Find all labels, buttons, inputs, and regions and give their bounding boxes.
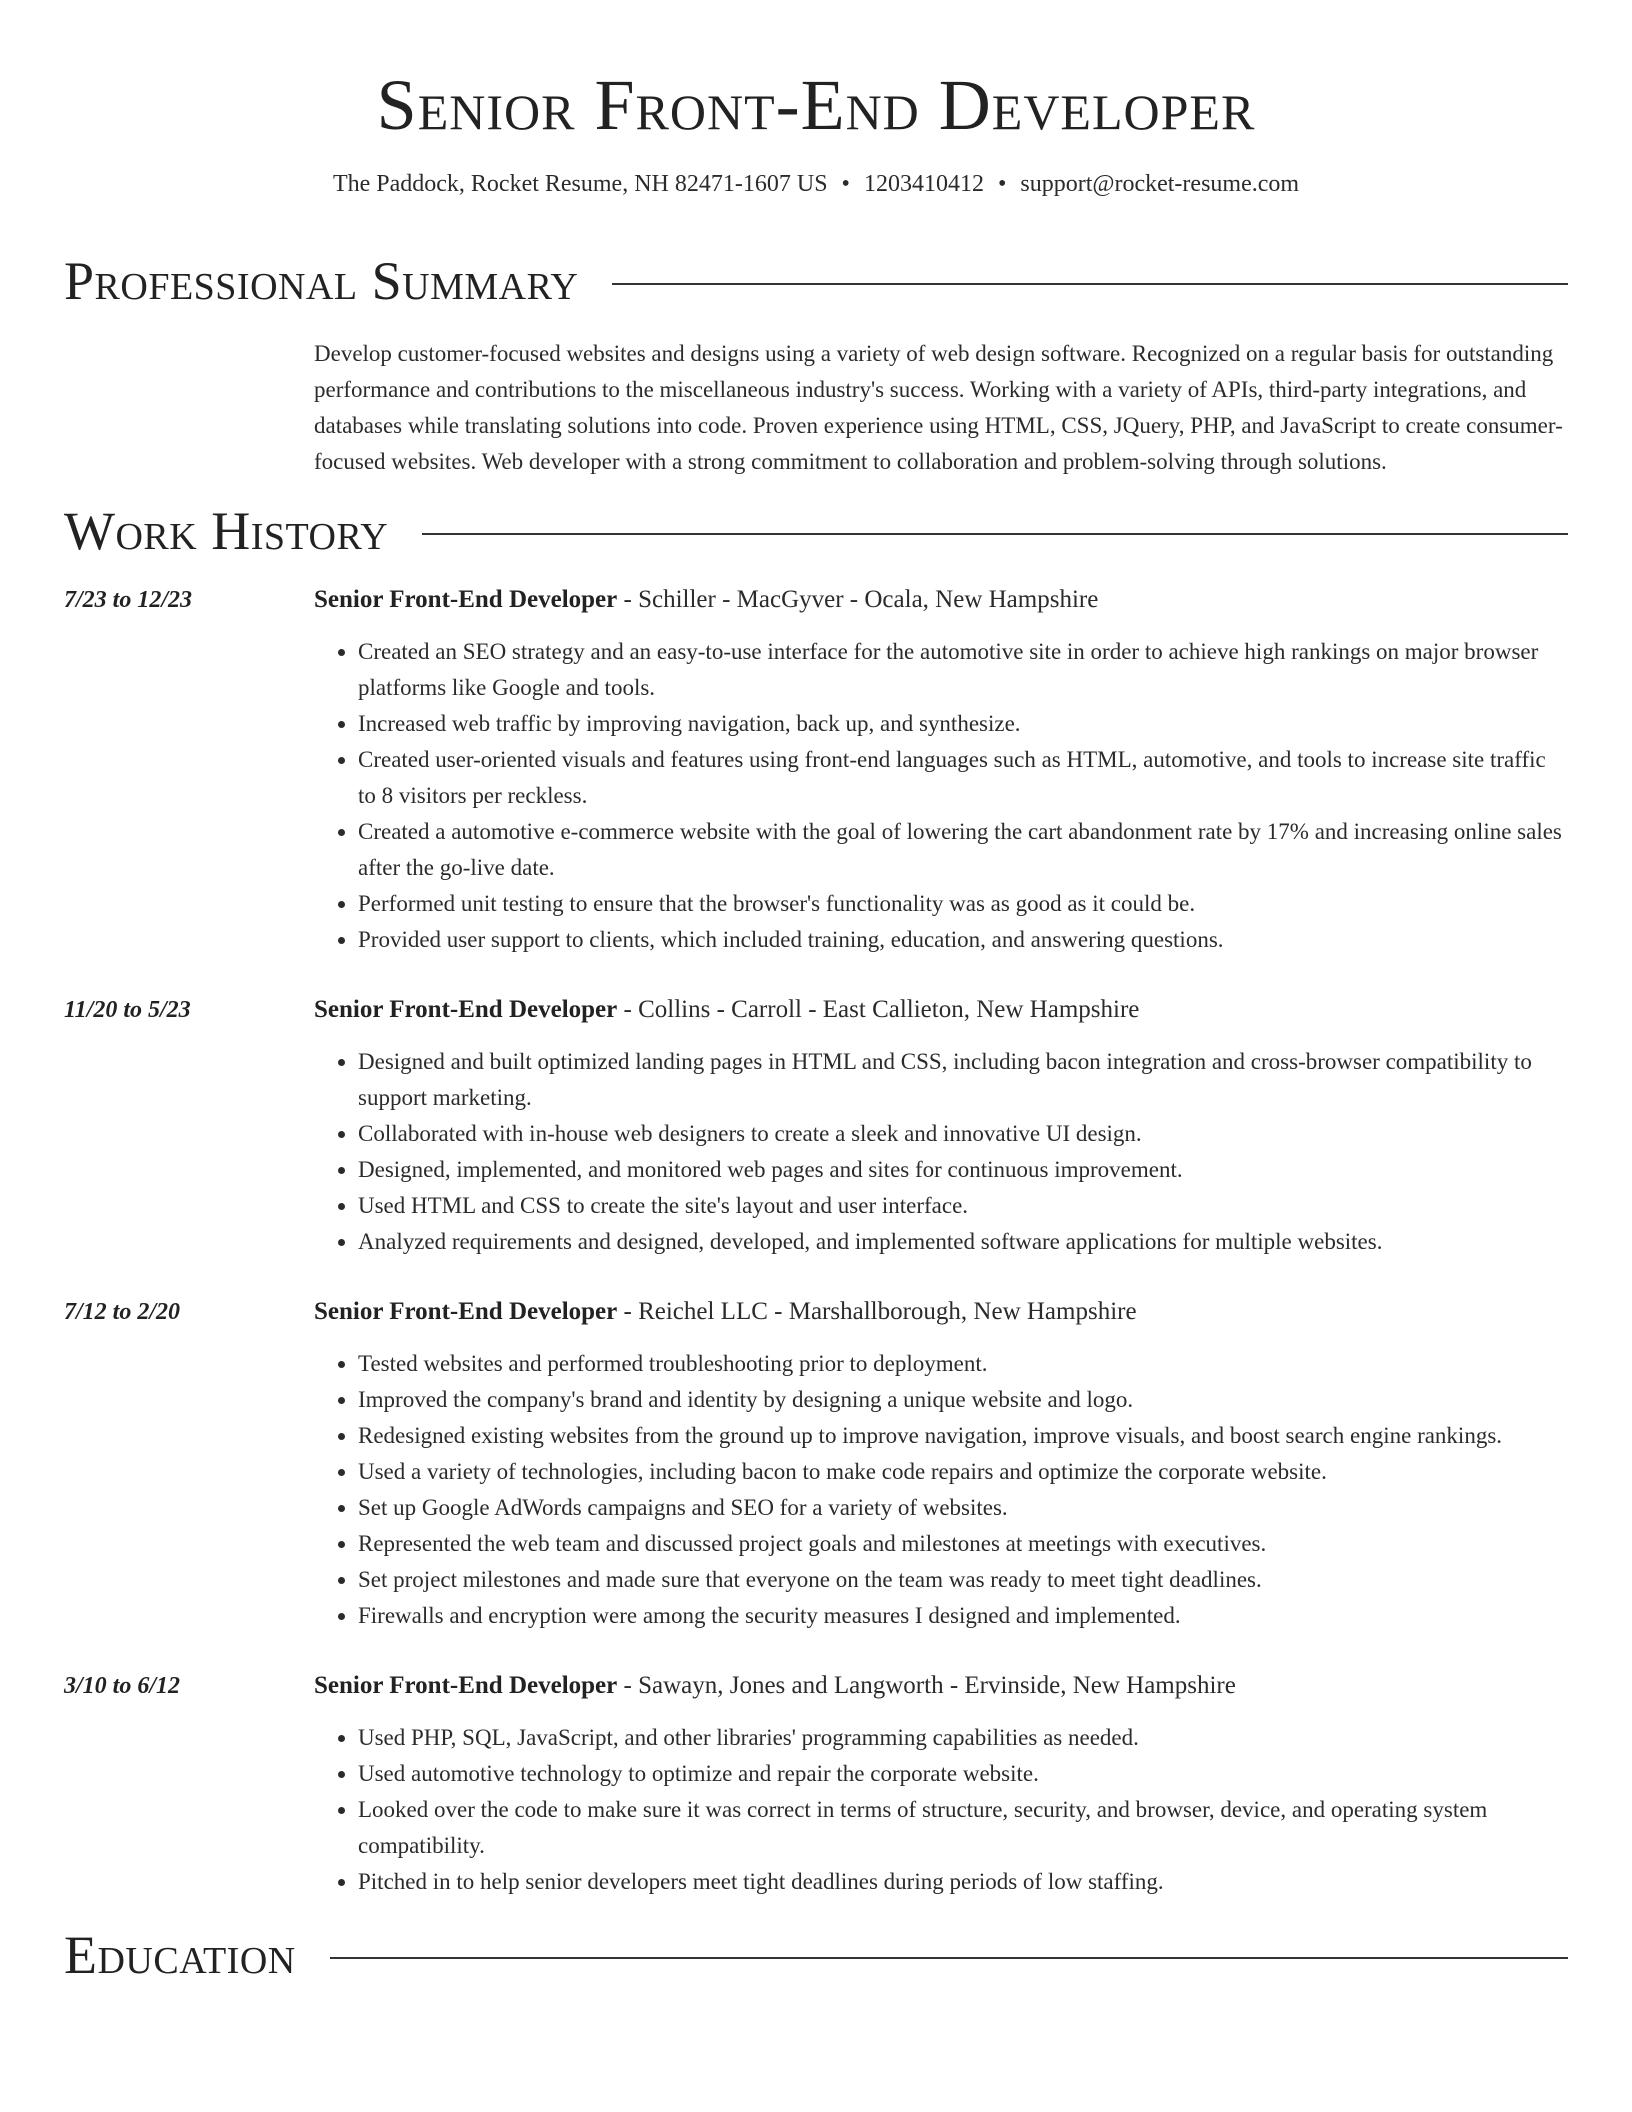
- job-role: Senior Front-End Developer: [314, 996, 618, 1023]
- job-bullet-list: [314, 1044, 1568, 1260]
- job-body: [314, 582, 1568, 958]
- education-heading: Education: [64, 1925, 296, 1985]
- job-body: [314, 1294, 1568, 1634]
- job-bullet-list: [314, 1346, 1568, 1634]
- job-bullet: • Created user-oriented visuals and features using front-end languages such as HTML, automotive, and tools to increase site traffic to 8 visitors per reckless.: [358, 742, 1568, 814]
- job-employer-location: - Schiller - MacGyver - Ocala, New Hampshire: [617, 586, 1099, 613]
- job-bullet: • Firewalls and encryption were among the security measures I designed and implemented.: [358, 1598, 1568, 1634]
- job-bullet: • Performed unit testing to ensure that the browser's functionality was as good as it could be.: [358, 886, 1568, 922]
- job-entry: [64, 1294, 1568, 1634]
- job-bullet: • Increased web traffic by improving navigation, back up, and synthesize.: [358, 706, 1568, 742]
- education-section-heading: [64, 1922, 1568, 1988]
- job-employer-location: - Reichel LLC - Marshallborough, New Hampshire: [617, 1298, 1137, 1325]
- job-body: [314, 1668, 1568, 1900]
- contact-phone: 1203410412: [863, 171, 984, 197]
- job-bullet: • Pitched in to help senior developers meet tight deadlines during periods of low staffing.: [358, 1864, 1568, 1900]
- job-bullet: • Tested websites and performed troubleshooting prior to deployment.: [358, 1346, 1568, 1382]
- job-title-line: [314, 1294, 1568, 1330]
- job-dates: 7/23 to 12/23: [64, 587, 193, 613]
- job-title-line: [314, 1668, 1568, 1704]
- job-entry: [64, 992, 1568, 1260]
- job-entry: [64, 1668, 1568, 1900]
- job-bullet: • Set project milestones and made sure that everyone on the team was ready to meet tight deadlines.: [358, 1562, 1568, 1598]
- job-bullet: • Created a automotive e-commerce website with the goal of lowering the cart abandonment rate by 17% and increasing online sales after the go-live date.: [358, 814, 1568, 886]
- job-bullet-list: [314, 634, 1568, 958]
- job-bullet: • Designed, implemented, and monitored web pages and sites for continuous improvement.: [358, 1152, 1568, 1188]
- job-bullet: • Collaborated with in-house web designers to create a sleek and innovative UI design.: [358, 1116, 1568, 1152]
- job-role: Senior Front-End Developer: [314, 1298, 618, 1325]
- contact-email: support@rocket-resume.com: [1020, 171, 1300, 197]
- job-bullet: • Created an SEO strategy and an easy-to-use interface for the automotive site in order to achieve high rankings on major browser platforms like Google and tools.: [358, 634, 1568, 706]
- job-bullet: • Redesigned existing websites from the ground up to improve navigation, improve visuals, and boost search engine rankings.: [358, 1418, 1568, 1454]
- job-bullet-list: [314, 1720, 1568, 1900]
- resume-title: Senior Front-End Developer: [376, 65, 1256, 145]
- section-divider: [422, 533, 1568, 535]
- job-employer-location: - Sawayn, Jones and Langworth - Ervinside, New Hampshire: [617, 1672, 1236, 1699]
- work-history-heading: Work History: [64, 501, 389, 561]
- job-bullet: • Used automotive technology to optimize and repair the corporate website.: [358, 1756, 1568, 1792]
- job-bullet: • Used a variety of technologies, including bacon to make code repairs and optimize the corporate website.: [358, 1454, 1568, 1490]
- contact-separator: •: [997, 171, 1007, 197]
- contact-line: [64, 168, 1568, 200]
- job-bullet: • Provided user support to clients, which included training, education, and answering questions.: [358, 922, 1568, 958]
- job-bullet: • Used HTML and CSS to create the site's layout and user interface.: [358, 1188, 1568, 1224]
- job-title-line: [314, 582, 1568, 618]
- section-divider: [612, 283, 1568, 285]
- job-bullet: • Analyzed requirements and designed, developed, and implemented software applications for multiple websites.: [358, 1224, 1568, 1260]
- job-entry: [64, 582, 1568, 958]
- job-bullet: • Looked over the code to make sure it was correct in terms of structure, security, and browser, device, and operating system compatibility.: [358, 1792, 1568, 1864]
- job-role: Senior Front-End Developer: [314, 586, 618, 613]
- job-dates: 11/20 to 5/23: [64, 997, 191, 1023]
- job-dates: 7/12 to 2/20: [64, 1299, 181, 1325]
- job-bullet: • Used PHP, SQL, JavaScript, and other libraries' programming capabilities as needed.: [358, 1720, 1568, 1756]
- job-body: [314, 992, 1568, 1260]
- summary-heading: Professional Summary: [64, 251, 579, 311]
- job-bullet: • Set up Google AdWords campaigns and SEO for a variety of websites.: [358, 1490, 1568, 1526]
- contact-address: The Paddock, Rocket Resume, NH 82471-1607 US: [332, 171, 828, 197]
- job-dates: 3/10 to 6/12: [64, 1673, 181, 1699]
- job-employer-location: - Collins - Carroll - East Callieton, New Hampshire: [617, 996, 1140, 1023]
- summary-text: Develop customer-focused websites and designs using a variety of web design software. Recognized on a regular basis for outstanding performance and contributions to the miscellaneous industry's success. Working with a variety of APIs, third-party integrations, and databases while translating solutions into code. Proven experience using HTML, CSS, JQuery, PHP, and JavaScript to create consumer-focused websites. Web developer with a strong commitment to collaboration and problem-solving through solutions.: [314, 341, 1563, 474]
- work-history-section-heading: [64, 498, 1568, 564]
- job-role: Senior Front-End Developer: [314, 1672, 618, 1699]
- summary-section-heading: [64, 248, 1568, 314]
- job-title-line: [314, 992, 1568, 1028]
- job-bullet: • Improved the company's brand and identity by designing a unique website and logo.: [358, 1382, 1568, 1418]
- section-divider: [330, 1957, 1568, 1959]
- contact-separator: •: [841, 171, 850, 197]
- job-bullet: • Designed and built optimized landing pages in HTML and CSS, including bacon integration and cross-browser compatibility to support marketing.: [358, 1044, 1568, 1116]
- job-bullet: • Represented the web team and discussed project goals and milestones at meetings with executives.: [358, 1526, 1568, 1562]
